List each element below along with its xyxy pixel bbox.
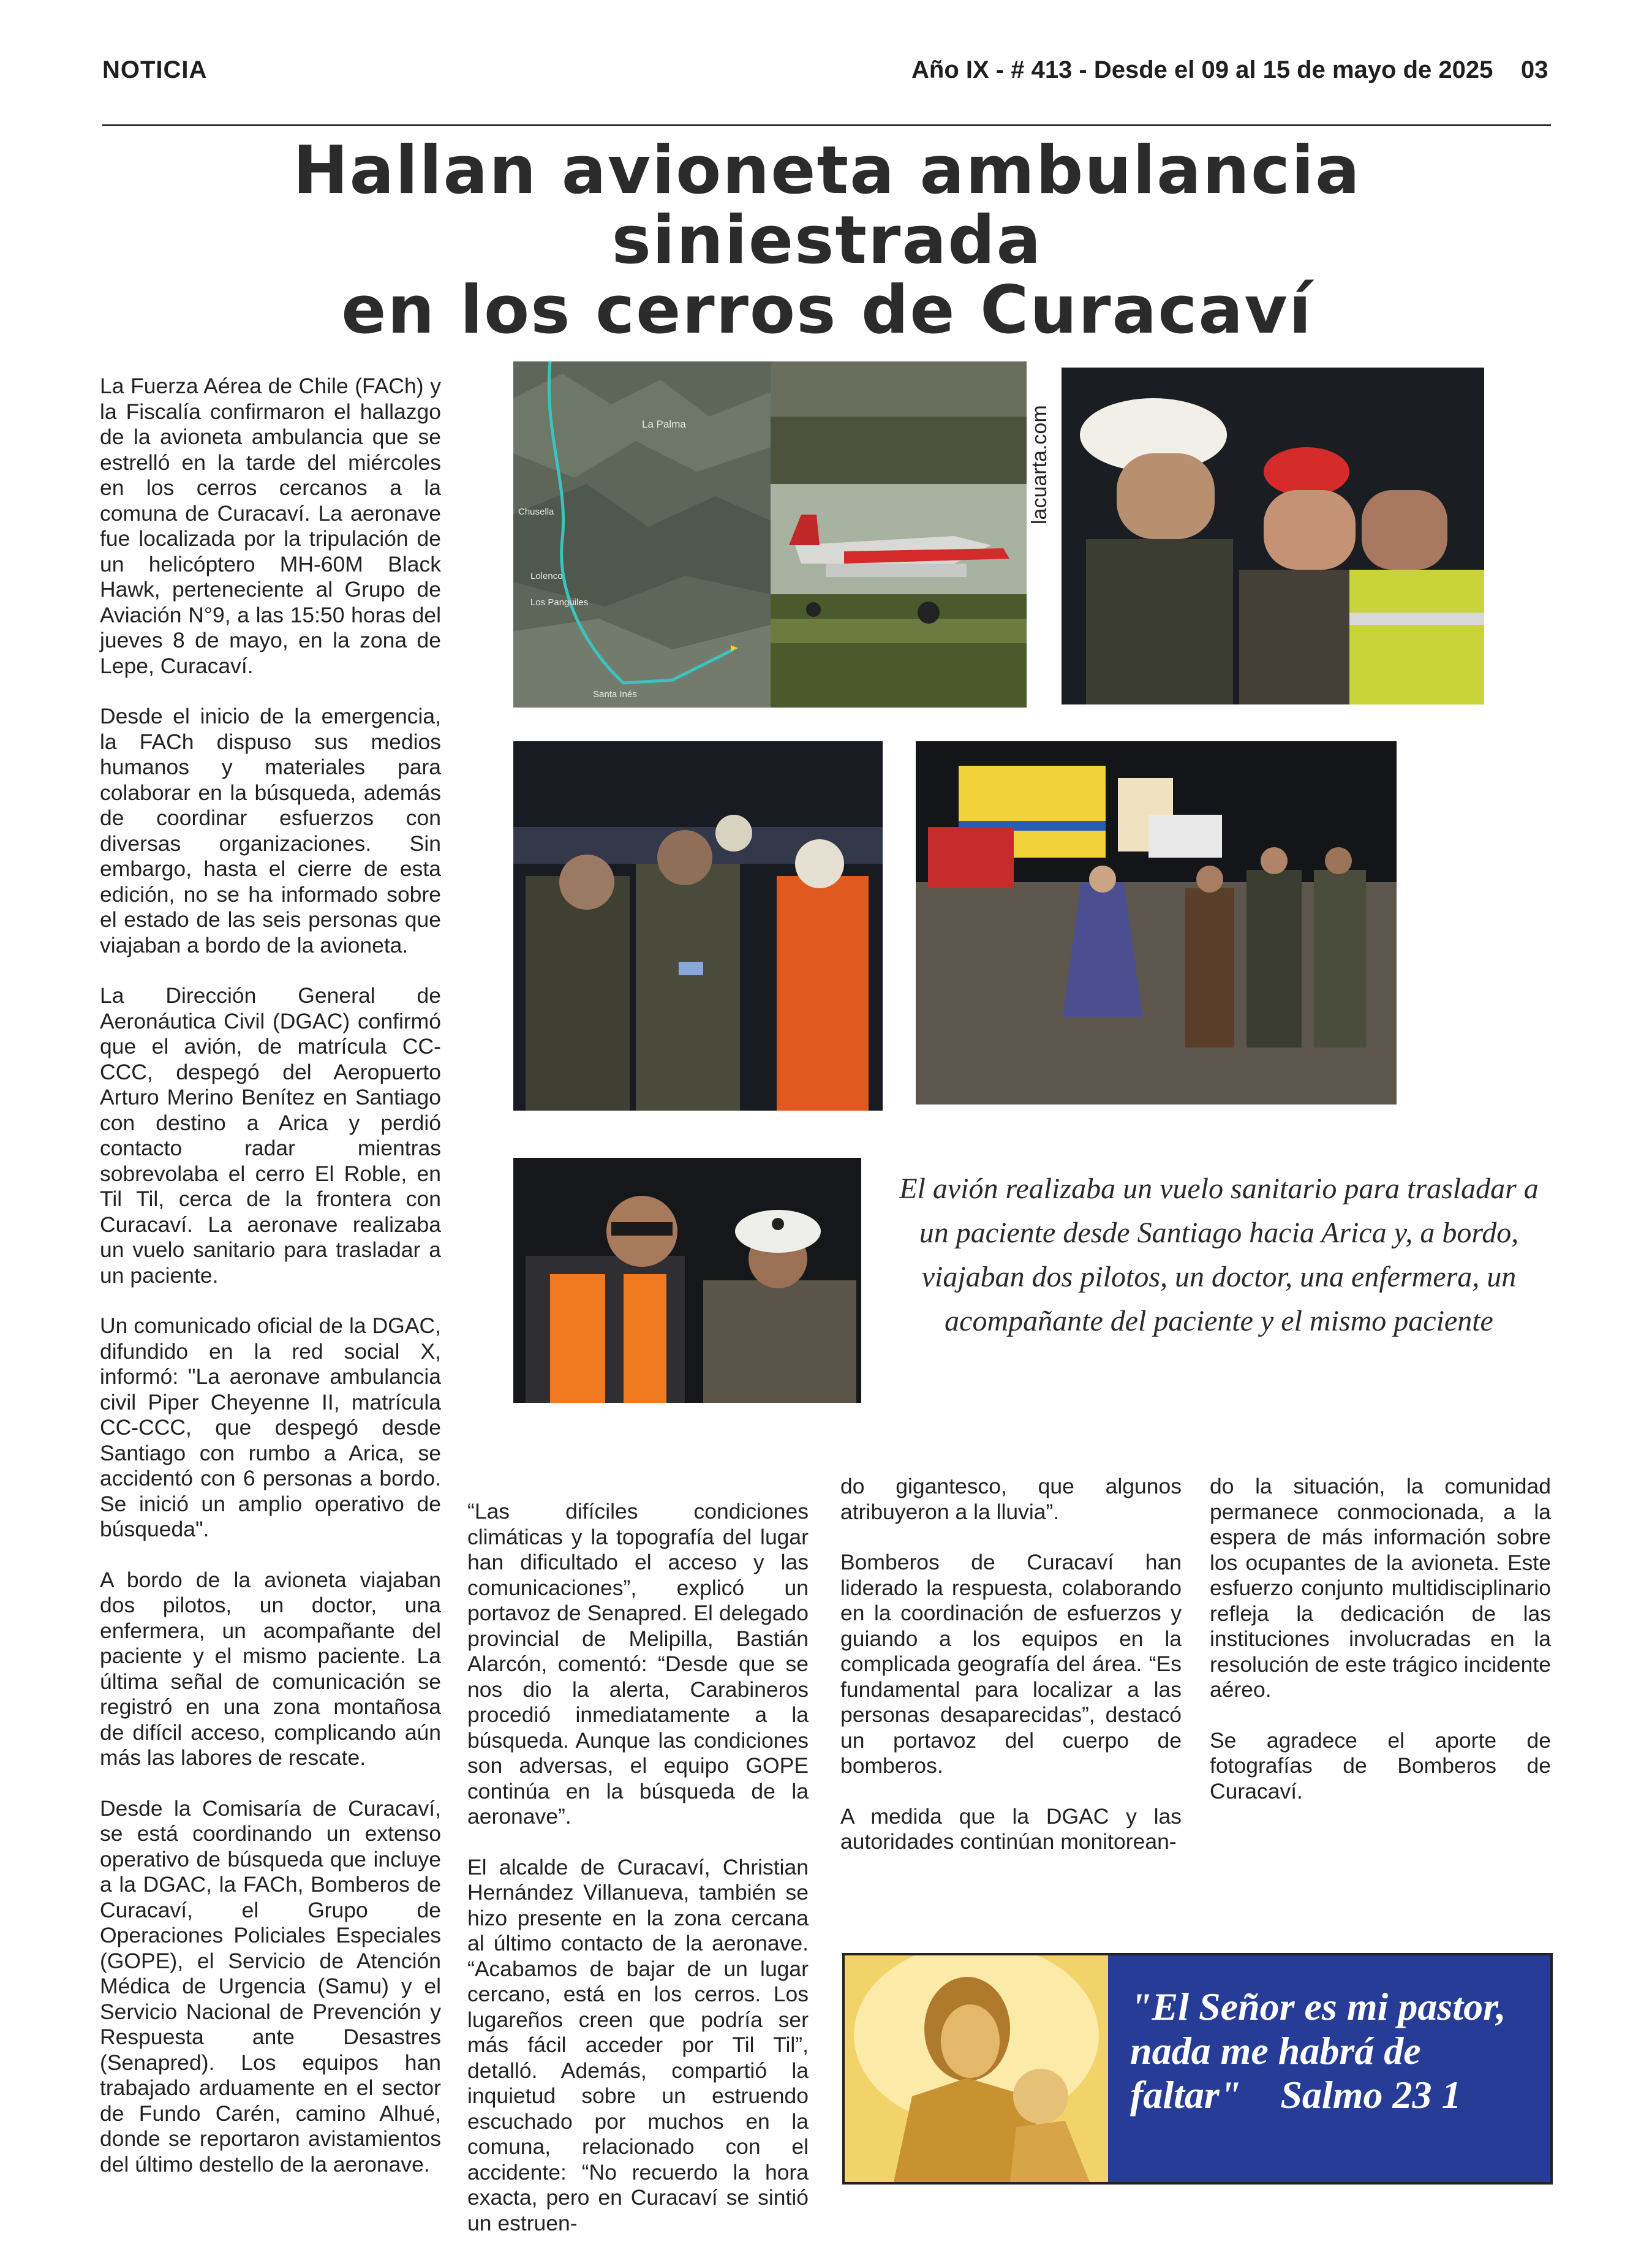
firefighters-photo — [1062, 368, 1484, 704]
paragraph: Se agradece el aporte de fotografías de Bomberos de Curacaví. — [1210, 1728, 1551, 1803]
map-label: Lolenco — [530, 571, 563, 581]
map-label: Chusella — [518, 507, 554, 517]
paragraph: A bordo de la avioneta viajaban dos pilotos, un doctor, una enfermera, un acompañante del paciente y el mismo paciente. La última señal de comunicación se registró en una zona montañosa de difícil acceso, complicando aún más las labores de rescate. — [100, 1567, 441, 1770]
bible-quote: "El Señor es mi pastor, nada me habrá de faltar" — [1130, 1985, 1506, 2117]
plane-photo — [771, 361, 1027, 708]
paragraph: La Dirección General de Aeronáutica Civil (DGAC) confirmó que el avión, de matrícula CC-CCC, despegó del Aeropuerto Arturo Merino Benítez en Santiago con destino a Arica y perdió contacto radar mientras sobrevolaba el cerro El Roble, en Til Til, cerca de la frontera con Curacaví. La aeronave realizaba un vuelo sanitario para trasladar a un paciente. — [100, 983, 441, 1288]
paragraph: El alcalde de Curacaví, Christian Hernández Villanueva, también se hizo presente en la zona cercana al último contacto de la aeronave. “Acabamos de bajar de un lugar cercano, está en los cerros. Los lugareños creen que podría ser más fácil acceder por Til Til”, detalló. Además, compartió la inquietud sobre un estruendo escuchado por muchos en la comuna, relacionado con el accidente: “No recuerdo la hora exacta, pero en Curacaví se sintió un estruen- — [467, 1854, 809, 2235]
map-label: La Palma — [642, 418, 686, 430]
map-label: Los Panguiles — [530, 597, 589, 608]
paragraph: Desde el inicio de la emergencia, la FACh dispuso sus medios humanos y materiales para colaborar en la búsqueda, además de coordinar esfuerzos con diversas organizaciones. Sin embargo, hasta el cierre de esta edición, no se ha informado sobre el estado de las seis personas que viajaban a bordo de la avioneta. — [100, 704, 441, 957]
section-label: NOTICIA — [102, 56, 208, 83]
paragraph: do la situación, la comunidad permanece conmocionada, a la espera de más información sobre los ocupantes de la avioneta. Este esfuerzo conjunto multidisciplinario refleja la dedicación de las instituciones involucradas en la resolución de este trágico incidente aéreo. — [1210, 1474, 1551, 1702]
title-line-1: Hallan avioneta ambulancia siniestrada — [293, 132, 1361, 279]
flight-map-photo — [513, 361, 771, 708]
bible-verse-text — [1108, 1955, 1550, 2182]
police-night-photo — [513, 741, 883, 1111]
bible-reference: Salmo 23 1 — [1280, 2073, 1462, 2117]
paragraph: A medida que la DGAC y las autoridades continúan monitorean- — [840, 1803, 1182, 1854]
ambulance-scene-photo — [916, 741, 1397, 1105]
column-3 — [840, 1474, 1182, 1880]
column-2 — [467, 1499, 809, 2247]
column-1 — [100, 374, 441, 2202]
paragraph: “Las difíciles condiciones climáticas y la topografía del lugar han dificultado el acceso y las comunicaciones”, explicó un portavoz de Senapred. El delegado provincial de Melipilla, Bastián Alarcón, comentó: “Desde que se nos dio la alerta, Carabineros procedió inmediatamente a la búsqueda. Aunque las condiciones son adversas, el equipo GOPE continúa en la búsqueda de la aeronave”. — [467, 1499, 809, 1829]
paragraph: Bomberos de Curacaví han liderado la respuesta, colaborando en la coordinación de esfuerzos y guiando a los equipos en la complicada geografía del área. “Es fundamental para localizar a las personas desaparecidas”, destacó un portavoz del cuerpo de bomberos. — [840, 1550, 1182, 1778]
paragraph: Un comunicado oficial de la DGAC, difundido en la red social X, informó: "La aeronave ambulancia civil Piper Cheyenne II, matrícula CC-CCC, que despegó desde Santiago con rumbo a Arica, se accidentó con 6 personas a bordo. Se inició un amplio operativo de búsqueda". — [100, 1313, 441, 1541]
paragraph: do gigantesco, que algunos atribuyeron a la lluvia”. — [840, 1474, 1182, 1524]
article-title — [92, 132, 1562, 349]
issue-info: Año IX - # 413 - Desde el 09 al 15 de mayo de 2025 — [911, 56, 1493, 83]
paragraph: Desde la Comisaría de Curacaví, se está coordinando un extenso operativo de búsqueda que incluye a la DGAC, la FACh, Bomberos de Curacaví, el Grupo de Operaciones Policiales Especiales (GOPE), el Servicio de Atención Médica de Urgencia (Samu) y el Servicio Nacional de Prevención y Respuesta ante Desastres (Senapred). Los equipos han trabajado arduamente en el sector de Fundo Carén, camino Alhué, donde se reportaron avistamientos del último destello de la aeronave. — [100, 1796, 441, 2177]
map-label: Santa Inés — [593, 689, 637, 700]
photo-credit: lacuarta.com — [1028, 405, 1051, 524]
title-line-2: en los cerros de Curacaví — [341, 272, 1313, 349]
rescue-leaders-photo — [513, 1158, 861, 1403]
bible-verse-ad — [842, 1953, 1553, 2185]
paragraph: La Fuerza Aérea de Chile (FACh) y la Fiscalía confirmaron el hallazgo de la avioneta ambulancia que se estrelló en la tarde del miércoles en los cerros cercanos a la comuna de Curacaví. La aeronave fue localizada por la tripulación de un helicóptero MH-60M Black Hawk, perteneciente al Grupo de Aviación N°9, a las 15:50 horas del jueves 8 de mayo, en la zona de Lepe, Curacaví. — [100, 374, 441, 678]
header-divider — [102, 124, 1551, 126]
pull-quote: El avión realizaba un vuelo sanitario para trasladar a un paciente desde Santiago hacia Arica y, a bordo, viajaban dos pilotos, un doctor, una enfermera, un acompañante del paciente y el mismo paciente — [899, 1173, 1539, 1337]
column-4 — [1210, 1474, 1551, 1829]
saint-joseph-statue-image — [845, 1955, 1108, 2182]
page-number: 03 — [1521, 56, 1548, 83]
